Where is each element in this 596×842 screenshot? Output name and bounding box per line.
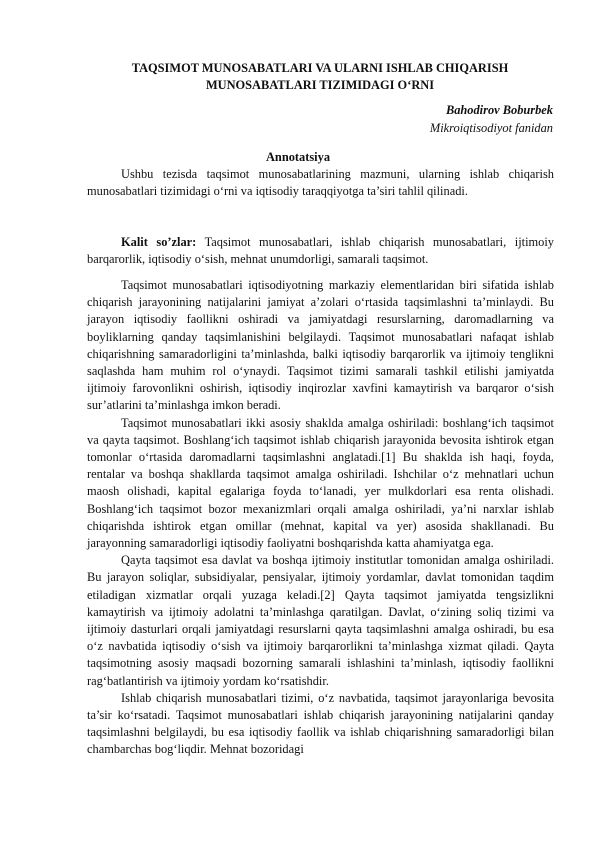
- body-paragraph-4: Ishlab chiqarish munosabatlari tizimi, o‘z navbatida, taqsimot jarayonlariga bevosita ta’sir ko‘rsatadi. Taqsimot munosabatlari ishlab chiqarish jarayonining natijalarini qanday taqsimlashni belgilaydi, bu esa iqtisodiy faollik va ishlab chiqarishning samaradorligi bilan chambarchas bog‘liqdir. Mehnat bozoridagi: [87, 690, 554, 757]
- body-paragraph-2: Taqsimot munosabatlari ikki asosiy shaklda amalga oshiriladi: boshlang‘ich taqsimot va qayta taqsimot. Boshlang‘ich taqsimot ishlab chiqarish jarayonida bevosita ishtirok etgan tomonlar o‘rtasida daromadlarni taqsimlashni anglatadi.[1] Bu shaklda ish haqi, foyda, rentalar va boshqa shakllarda taqsimot amalga oshiriladi. Ishchilar o‘z mehnatlari uchun maosh olishadi, kapital egalariga foyda to‘lanadi, yer mulkdorlari esa renta olishadi. Boshlang‘ich taqsimot bozor mexanizmlari orqali amalga oshiriladi, ya’ni narxlar ishlab chiqarishda ishtirok etgan omillar (mehnat, kapital va yer) asosida shakllanadi. Bu jarayonning samaradorligi iqtisodiy faoliyatni boshqarishda katta ahamiyatga ega.: [87, 415, 554, 551]
- body-text: [87, 277, 554, 759]
- annotation-text: Ushbu tezisda taqsimot munosabatlarining mazmuni, ularning ishlab chiqarish munosabatlari tizimidagi o‘rni va iqtisodiy taraqqiyotga ta’siri tahlil qilinadi.: [87, 167, 554, 199]
- annotation-section: [87, 166, 554, 200]
- page-title: TAQSIMOT MUNOSABATLARI VA ULARNI ISHLAB CHIQARISH MUNOSABATLARI TIZIMIDAGI O‘RNI: [131, 61, 509, 92]
- author-name: Bahodirov Boburbek: [445, 103, 553, 117]
- body-paragraph-3: Qayta taqsimot esa davlat va boshqa ijtimoiy institutlar tomonidan amalga oshiriladi. Bu jarayon soliqlar, subsidiyalar, pensiyalar, ijtimoiy yordamlar, davlat tomonidan taqdim etiladigan xizmatlar orqali yuzaga keladi.[2] Qayta taqsimot jamiyatda tengsizlikni kamaytirish va ijtimoiy adolatni ta’minlashga qaratilgan. Davlat, o‘zining soliq tizimi va ijtimoiy dasturlari orqali jamiyatdagi resurslarni qayta taqsimlashni amalga oshiradi, bu esa o‘z navbatida iqtisodiy o‘sish va ijtimoiy barqarorlikni ta’minlashga xizmat qiladi. Qayta taqsimotning asosiy maqsadi bozorning samarali ishlashini ta’minlash, iqtisodiy faollikni rag‘batlantirish va ijtimoiy yordam ko‘rsatishdir.: [87, 553, 554, 688]
- keywords-section: [87, 234, 554, 268]
- author-affiliation: Mikroiqtisodiyot fanidan: [429, 121, 553, 135]
- keywords-label: Kalit so’zlar:: [121, 235, 197, 249]
- annotation-heading: Annotatsiya: [265, 150, 331, 164]
- keywords-text: Taqsimot munosabatlari, ishlab chiqarish munosabatlari, ijtimoiy barqarorlik, iqtisodiy o‘sish, mehnat unumdorligi, samarali taqsimot.: [87, 235, 554, 267]
- keywords-paragraph: [87, 234, 554, 268]
- body-paragraph-1: Taqsimot munosabatlari iqtisodiyotning markaziy elementlaridan biri sifatida ishlab chiqarish jarayonining natijalarini jamiyat a’zolari o‘rtasida taqsimlashni ta’minlaydi. Bu jarayon iqtisodiy faollikni oshiradi va jamiyatdagi resurslarning, daromadlarning va boyliklarning qanday taqsimlanishini belgilaydi. Taqsimot munosabatlari nafaqat ishlab chiqarishning samaradorligini ta’minlashda, balki iqtisodiy barqarorlik va ijtimoiy tenglikni saqlashda ham muhim rol o‘ynaydi. Taqsimot tizimi samarali tashkil etilishi jamiyatda ijtimoiy farovonlikni oshirish, iqtisodiy inqirozlar xavfini kamaytirish va barqaror o‘sish sur’atlarini ta’minlashga imkon beradi.: [87, 278, 554, 413]
